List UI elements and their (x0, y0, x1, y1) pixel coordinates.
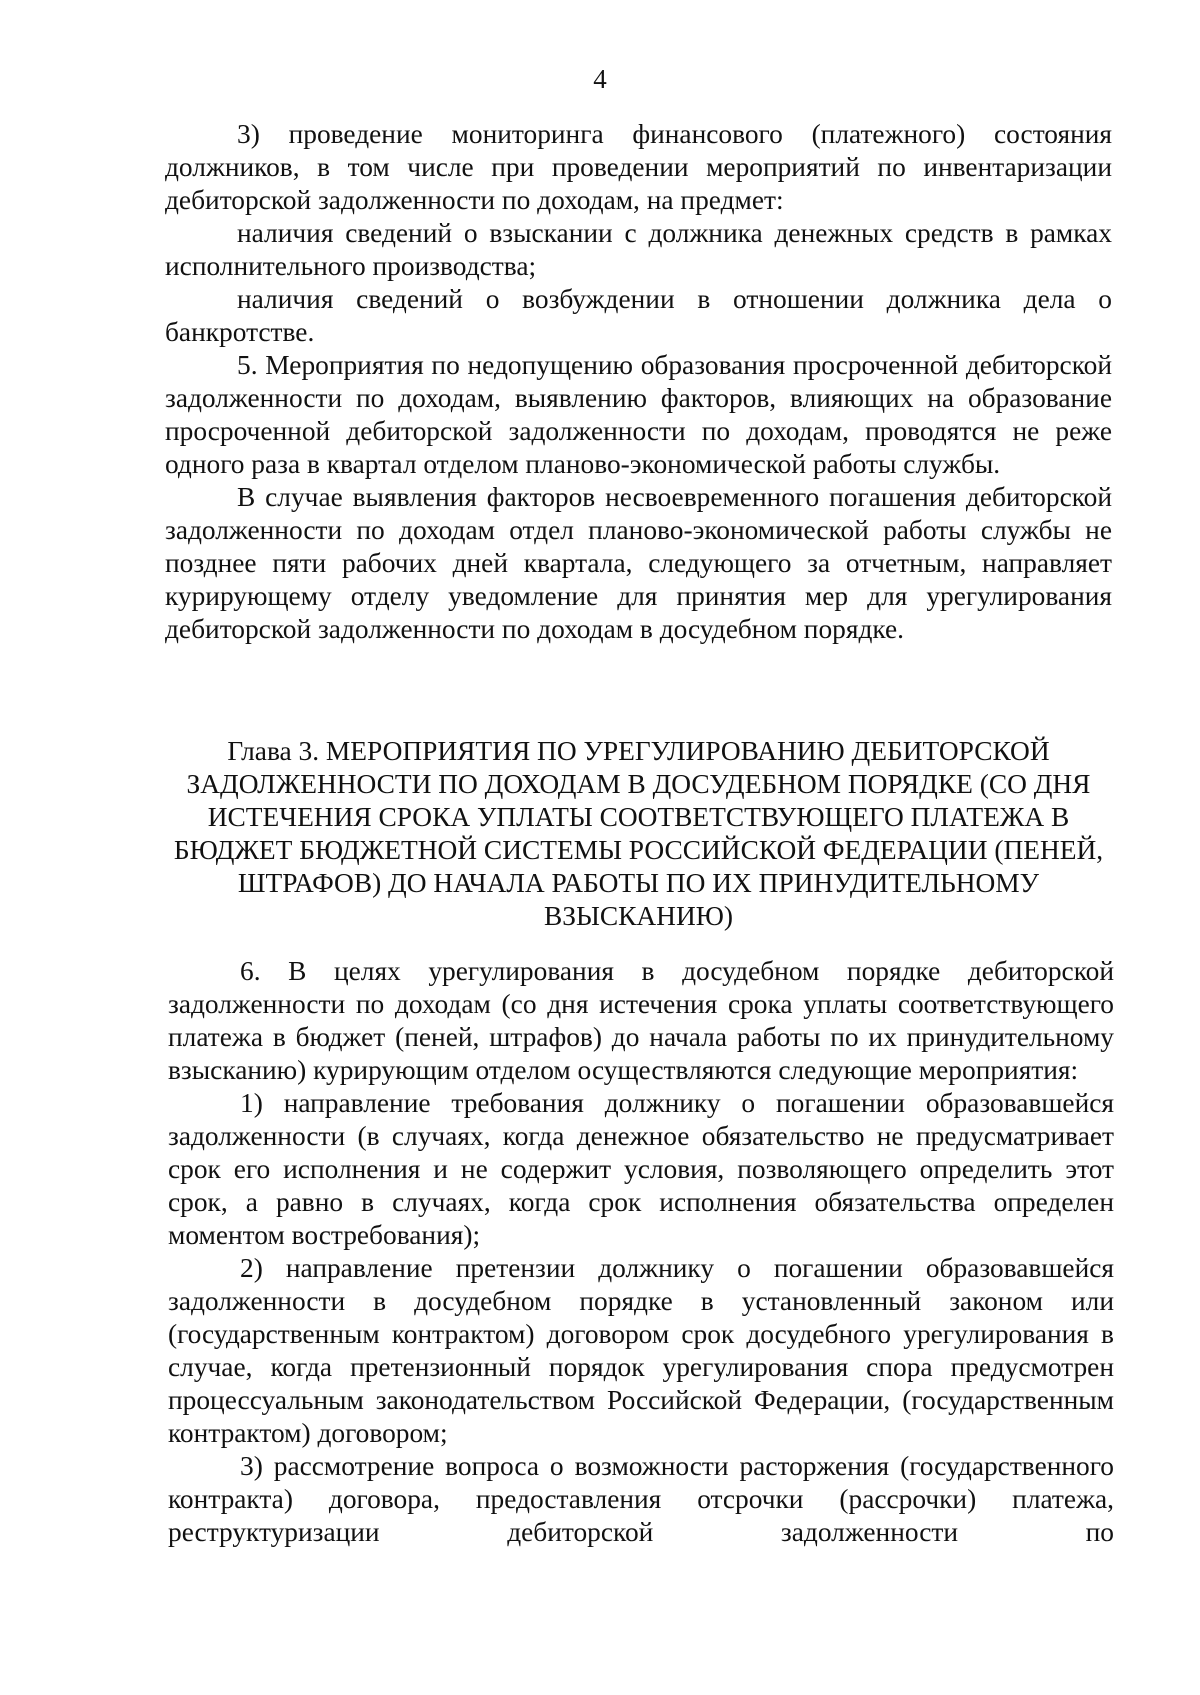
paragraph-item-2-claim: 2) направление претензии должнику о погашении образовавшейся задолженности в досудебном порядке в установленный законом или (государственным контрактом) договором срок досудебного урегулирования в случае, когда претензионный порядок урегулирования спора предусмотрен процессуальным законодательством Российской Федерации, (государственным контрактом) договором; (168, 1253, 1114, 1448)
chapter-heading: Глава 3. МЕРОПРИЯТИЯ ПО УРЕГУЛИРОВАНИЮ ДЕБИТОРСКОЙ ЗАДОЛЖЕННОСТИ ПО ДОХОДАМ В ДОСУДЕБНОМ ПОРЯДКЕ (СО ДНЯ ИСТЕЧЕНИЯ СРОКА УПЛАТЫ СООТВЕТСТВУЮЩЕГО ПЛАТЕЖА В БЮДЖЕТ БЮДЖЕТНОЙ СИСТЕМЫ РОССИЙСКОЙ ФЕДЕРАЦИИ (ПЕНЕЙ, ШТРАФОВ) ДО НАЧАЛА РАБОТЫ ПО ИХ ПРИНУДИТЕЛЬНОМУ ВЗЫСКАНИЮ) (173, 736, 1104, 931)
paragraph-bankruptcy-info: наличия сведений о возбуждении в отношении должника дела о банкротстве. (165, 284, 1112, 347)
page-number: 4 (593, 64, 607, 94)
paragraph-item-3-monitoring: 3) проведение мониторинга финансового (платежного) состояния должников, в том числе при проведении мероприятий по инвентаризации дебиторской задолженности по доходам, на предмет: (165, 119, 1112, 215)
paragraph-item-5-prevention: 5. Мероприятия по недопущению образования просроченной дебиторской задолженности по доходам, выявлению факторов, влияющих на образование просроченной дебиторской задолженности по доходам, проводятся не реже одного раза в квартал отделом планово-экономической работы службы. (165, 350, 1112, 479)
paragraph-late-repayment-factors: В случае выявления факторов несвоевременного погашения дебиторской задолженности по доходам отдел планово-экономической работы службы не позднее пяти рабочих дней квартала, следующего за отчетным, направляет курирующему отделу уведомление для принятия мер для урегулирования дебиторской задолженности по доходам в досудебном порядке. (165, 482, 1112, 644)
paragraph-enforcement-info: наличия сведений о взыскании с должника денежных средств в рамках исполнительного производства; (165, 218, 1112, 281)
paragraph-item-3-termination: 3) рассмотрение вопроса о возможности расторжения (государственного контракта) договора, предоставления отсрочки (рассрочки) платежа, реструктуризации дебиторской задолженности по (168, 1451, 1114, 1547)
document-section-monitoring (165, 118, 1112, 646)
paragraph-item-6-pretrial: 6. В целях урегулирования в досудебном порядке дебиторской задолженности по доходам (со дня истечения срока уплаты соответствующего платежа в бюджет (пеней, штрафов) до начала работы по их принудительному взысканию) курирующим отделом осуществляются следующие мероприятия: (168, 956, 1114, 1085)
paragraph-item-1-demand: 1) направление требования должнику о погашении образовавшейся задолженности (в случаях, когда денежное обязательство не предусматривает срок его исполнения и не содержит условия, позволяющего определить этот срок, а равно в случаях, когда срок исполнения обязательства определен моментом востребования); (168, 1088, 1114, 1250)
document-section-pretrial (168, 955, 1114, 1549)
